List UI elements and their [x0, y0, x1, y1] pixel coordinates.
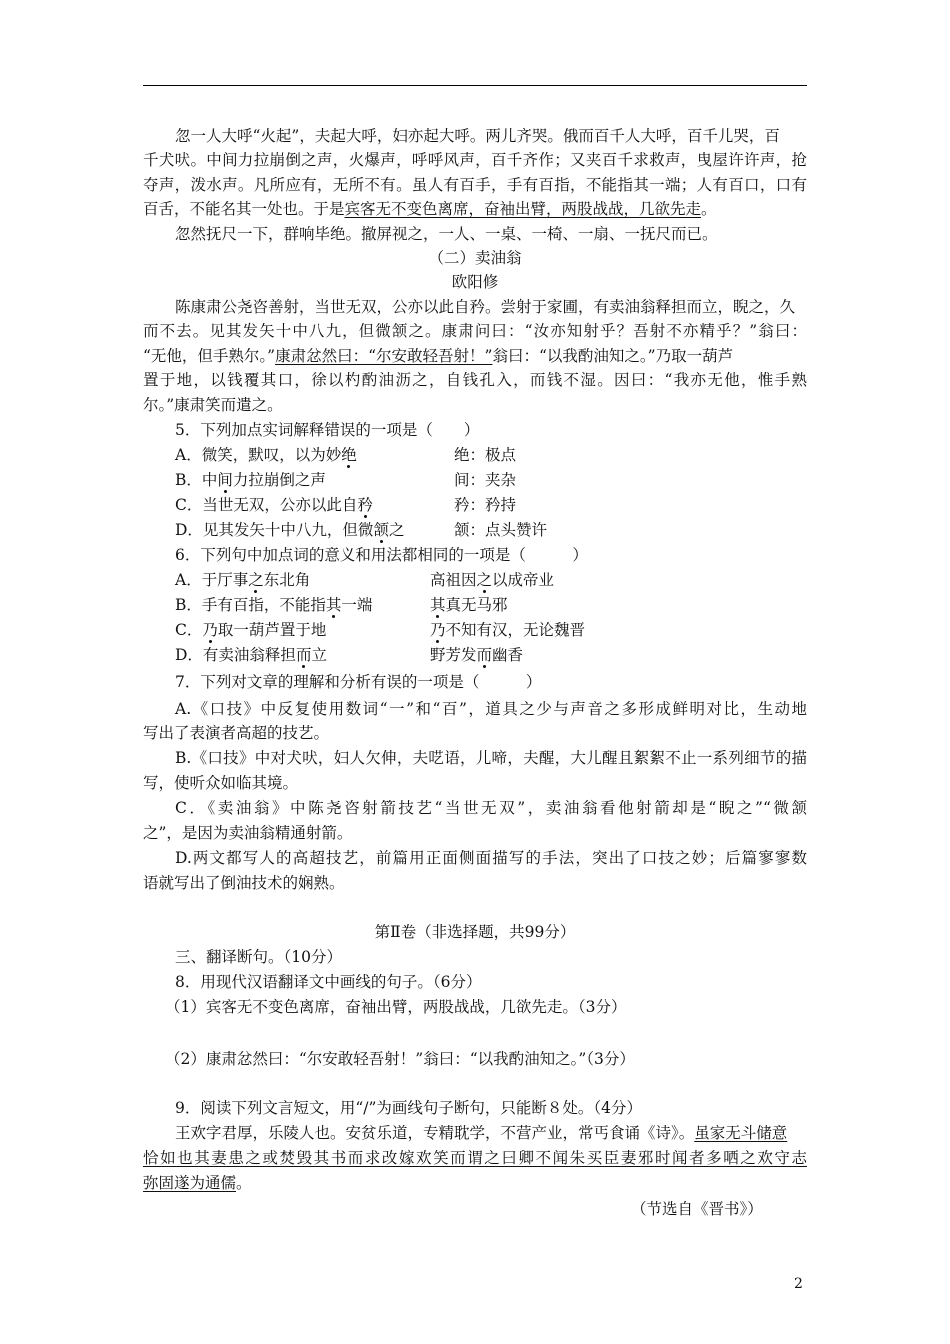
q7-option-b-line1: B.《口技》中对犬吠，妇人欠伸，夫呓语，儿啼，夫醒，大儿醒且絮絮不止一系列细节的描: [175, 749, 807, 767]
q8-sub1: （1）宾客无不变色离席，奋袖出臂，两股战战，几欲先走。（3分）: [165, 998, 627, 1016]
passage2-line5: 尔。”康肃笑而遣之。: [143, 396, 283, 414]
section3-heading: 三、翻译断句。（10分）: [175, 948, 342, 966]
passage2-line3: “无他，但手熟尔。”康肃忿然曰：“尔安敢轻吾射！”翁曰：“以我酌油知之。”乃取一葫芦: [143, 347, 734, 365]
source-citation: （节选自《晋书》）: [631, 1200, 763, 1218]
q8-stem: 8．用现代汉语翻译文中画线的句子。（6分）: [175, 973, 482, 991]
underlined-sentence-2: 康肃忿然曰：“尔安敢轻吾射！”: [275, 347, 493, 365]
q6-option-d: D．有卖油翁释担而立 野芳发而幽香: [175, 646, 524, 664]
q7-option-c-line1: C．《卖油翁》中陈尧咨射箭技艺“当世无双”，卖油翁看他射箭却是“睨之”“微颔: [175, 799, 807, 817]
passage1-line3: 夺声，泼水声。凡所应有，无所不有。虽人有百手，手有百指，不能指其一端；人有百口，口有: [143, 176, 807, 194]
q5-option-d: D．见其发矢十中八九，但微颔之 颔：点头赞许: [175, 521, 548, 539]
q7-option-d-line1: D.两文都写人的高超技艺，前篇用正面侧面描写的手法，突出了口技之妙；后篇寥寥数: [175, 849, 807, 867]
q9-stem: 9．阅读下列文言短文，用“/”为画线句子断句，只能断８处。（4分）: [175, 1099, 643, 1117]
passage2-line1: 陈康肃公尧咨善射，当世无双，公亦以此自矜。尝射于家圃，有卖油翁释担而立，睨之，久: [175, 298, 796, 316]
passage2-line2: 而不去。见其发矢十中八九，但微颔之。康肃问曰：“汝亦知射乎？吾射不亦精乎？”翁曰：: [143, 322, 807, 340]
header-rule: [143, 85, 807, 86]
part2-title: 第Ⅱ卷（非选择题，共99分）: [374, 923, 576, 941]
q5-option-b: B．中间力拉崩倒之声 间：夹杂: [175, 471, 517, 489]
q7-option-c-line2: 之”，是因为卖油翁精通射箭。: [143, 824, 353, 842]
q5-option-c: C．当世无双，公亦以此自矜 矜：矜持: [175, 496, 517, 514]
underlined-passage-start: 虽家无斗储意: [694, 1124, 788, 1142]
q7-option-a-line1: A.《口技》中反复使用数词“一”和“百”，道具之少与声音之多形成鲜明对比，生动地: [175, 700, 807, 718]
q9-text-line2: [143, 1146, 807, 1170]
passage1-line4: 百舌，不能名其一处也。于是宾客无不变色离席，奋袖出臂，两股战战，几欲先走。: [143, 200, 717, 218]
q6-option-a: A．于厅事之东北角 高祖因之以成帝业: [175, 571, 555, 589]
passage1-line1: 忽一人大呼“火起”，夫起大呼，妇亦起大呼。两儿齐哭。俄而百千人大呼，百千儿哭，百: [175, 127, 780, 145]
page-number: 2: [794, 1276, 803, 1292]
q7-option-a-line2: 写出了表演者高超的技艺。: [143, 724, 330, 742]
passage2-line4: 置于地，以钱覆其口，徐以杓酌油沥之，自钱孔入，而钱不湿。因曰：“我亦无他，惟手熟: [143, 371, 807, 389]
q5-option-a: A．微笑，默叹，以为妙绝 绝：极点: [175, 446, 517, 464]
q7-option-d-line2: 语就写出了倒油技术的娴熟。: [143, 874, 345, 892]
passage2-title: （二）卖油翁: [428, 249, 522, 267]
q7-option-b-line2: 写，使听众如临其境。: [143, 774, 299, 792]
underlined-passage-end: 弥固遂为通儒: [143, 1174, 237, 1192]
underlined-passage-middle: 恰如也其妻患之或焚毁其书而求改嫁欢笑而谓之曰卿不闻朱买臣妻邪时闻者多哂之欢守志: [143, 1149, 807, 1167]
q9-text-line3: 弥固遂为通儒。: [143, 1174, 252, 1192]
q7-stem: 7．下列对文章的理解和分析有误的一项是（ ）: [175, 673, 542, 691]
q6-option-b: B．手有百指，不能指其一端 其真无马邪: [175, 596, 508, 614]
q6-option-c: C．乃取一葫芦置于地 乃不知有汉，无论魏晋: [175, 621, 586, 639]
passage1-line2: 千犬吠。中间力拉崩倒之声，火爆声，呼呼风声，百千齐作；又夹百千求救声，曳屋许许声，抢: [143, 151, 807, 169]
underlined-sentence-1: 宾客无不变色离席，奋袖出臂，两股战战，几欲先走: [344, 200, 702, 218]
q9-text-line1: 王欢字君厚，乐陵人也。安贫乐道，专精耽学，不营产业，常丐食诵《诗》。虽家无斗储意: [175, 1124, 788, 1142]
q8-sub2: （2）康肃忿然曰：“尔安敢轻吾射！”翁曰：“以我酌油知之。”（3分）: [165, 1050, 635, 1068]
q6-stem: 6．下列句中加点词的意义和用法都相同的一项是（ ）: [175, 546, 588, 564]
passage1-line5: 忽然抚尺一下，群响毕绝。撤屏视之，一人、一桌、一椅、一扇、一抚尺而已。: [175, 225, 718, 243]
q5-stem: 5．下列加点实词解释错误的一项是（ ）: [175, 421, 480, 439]
passage2-author: 欧阳修: [451, 273, 499, 291]
